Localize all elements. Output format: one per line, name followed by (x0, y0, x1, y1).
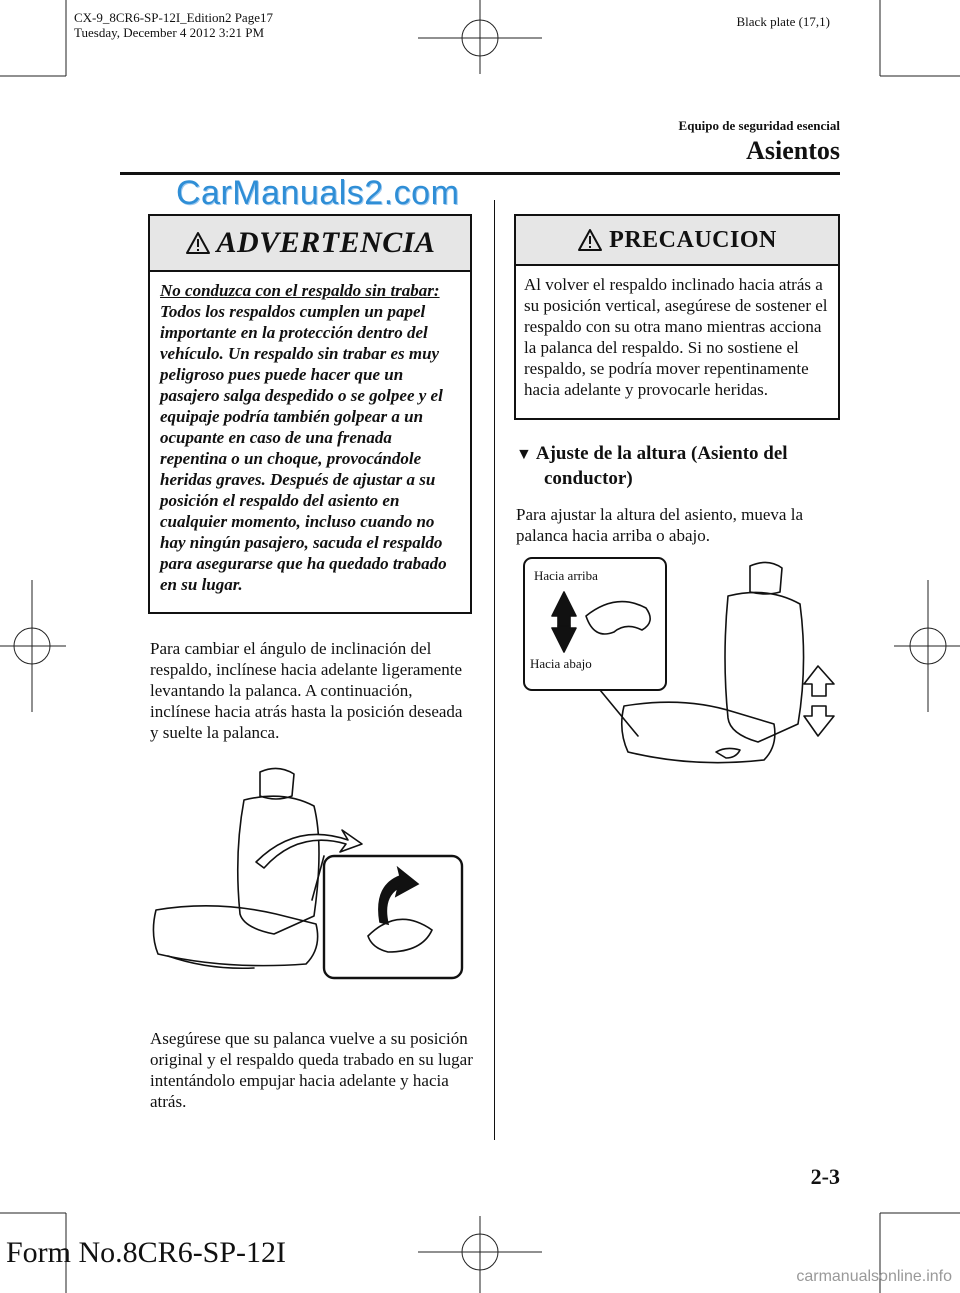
seat-headrest (260, 768, 294, 799)
seat-cushion (153, 906, 317, 966)
caution-box (514, 214, 840, 420)
warning-body (150, 272, 470, 595)
page-title: Asientos (746, 136, 840, 165)
caution-title: PRECAUCION (609, 226, 777, 253)
side-down-arrow-icon (804, 706, 834, 736)
warning-title: ADVERTENCIA (216, 226, 436, 259)
warning-text: Todos los respaldos cumplen un papel importante en la protección dentro del vehículo. Un respaldo sin trabar es muy peligroso pues puede hacer que un pasajero salga despedido o se golpee y el equipaje podría también golpear a un ocupante en caso de una frenada repentina o un choque, provocándole heridas graves. Después de ajustar a su posición el respaldo del asiento en cualquier momento, incluso cuando no hay ningún pasajero, sacuda el respaldo para asegurarse que ha quedado trabado en su lugar. (160, 302, 447, 594)
warning-triangle-icon (185, 231, 211, 255)
height-paragraph: Para ajustar la altura del asiento, mueva la palanca hacia arriba o abajo. (516, 505, 803, 545)
watermark-logo: CarManuals2.com (176, 174, 460, 212)
warning-heading: No conduzca con el respaldo sin trabar: (160, 281, 440, 300)
lever-inset (324, 856, 462, 978)
recline-paragraph: Para cambiar el ángulo de inclinación del respaldo, inclínese hacia adelante ligeramente levantando la palanca. A continuación, inclínese hacia atrás hasta la posición deseada y suelte la palanca. (150, 639, 463, 742)
seat-cushion-2 (622, 702, 775, 763)
print-info (74, 10, 273, 40)
section-label: Equipo de seguridad esencial (678, 118, 840, 133)
seat-recline-illustration (148, 760, 468, 990)
label-up: Hacia arriba (534, 568, 598, 583)
caution-header (516, 216, 838, 266)
warning-header (150, 216, 470, 272)
source-watermark: carmanualsonline.info (796, 1268, 952, 1285)
side-up-arrow-icon (804, 666, 834, 696)
caution-triangle-icon (577, 228, 603, 252)
height-section-heading (516, 442, 838, 491)
plate-label: Black plate (17,1) (736, 14, 830, 29)
section-marker-icon: ▼ (516, 446, 532, 463)
form-number: Form No.8CR6-SP-12I (6, 1236, 287, 1269)
lock-paragraph: Asegúrese que su palanca vuelve a su posición original y el respaldo queda trabado en su lugar intentándolo empujar hacia adelante y hacia atrás. (150, 1029, 473, 1111)
page-number: 2-3 (810, 1164, 840, 1189)
seat-height-illustration (520, 556, 840, 786)
height-title-line1: Ajuste de la altura (Asiento del (535, 443, 788, 464)
caution-body: Al volver el respaldo inclinado hacia atrás a su posición vertical, asegúrese de sostener el respaldo con su otra mano mientras acciona la palanca del respaldo. Si no sostiene el respaldo, se podría mover repentinamente hacia adelante y provocarle heridas. (524, 275, 828, 399)
print-info-line2: Tuesday, December 4 2012 3:21 PM (74, 25, 265, 40)
column-divider (494, 200, 495, 1140)
seat-back-2 (725, 592, 804, 742)
seat-back (238, 796, 319, 934)
seat-headrest-2 (750, 562, 782, 594)
print-info-line1: CX-9_8CR6-SP-12I_Edition2 Page17 (74, 10, 273, 25)
warning-box (148, 214, 472, 614)
label-down: Hacia abajo (530, 656, 592, 671)
height-title-line2: conductor) (544, 468, 633, 489)
